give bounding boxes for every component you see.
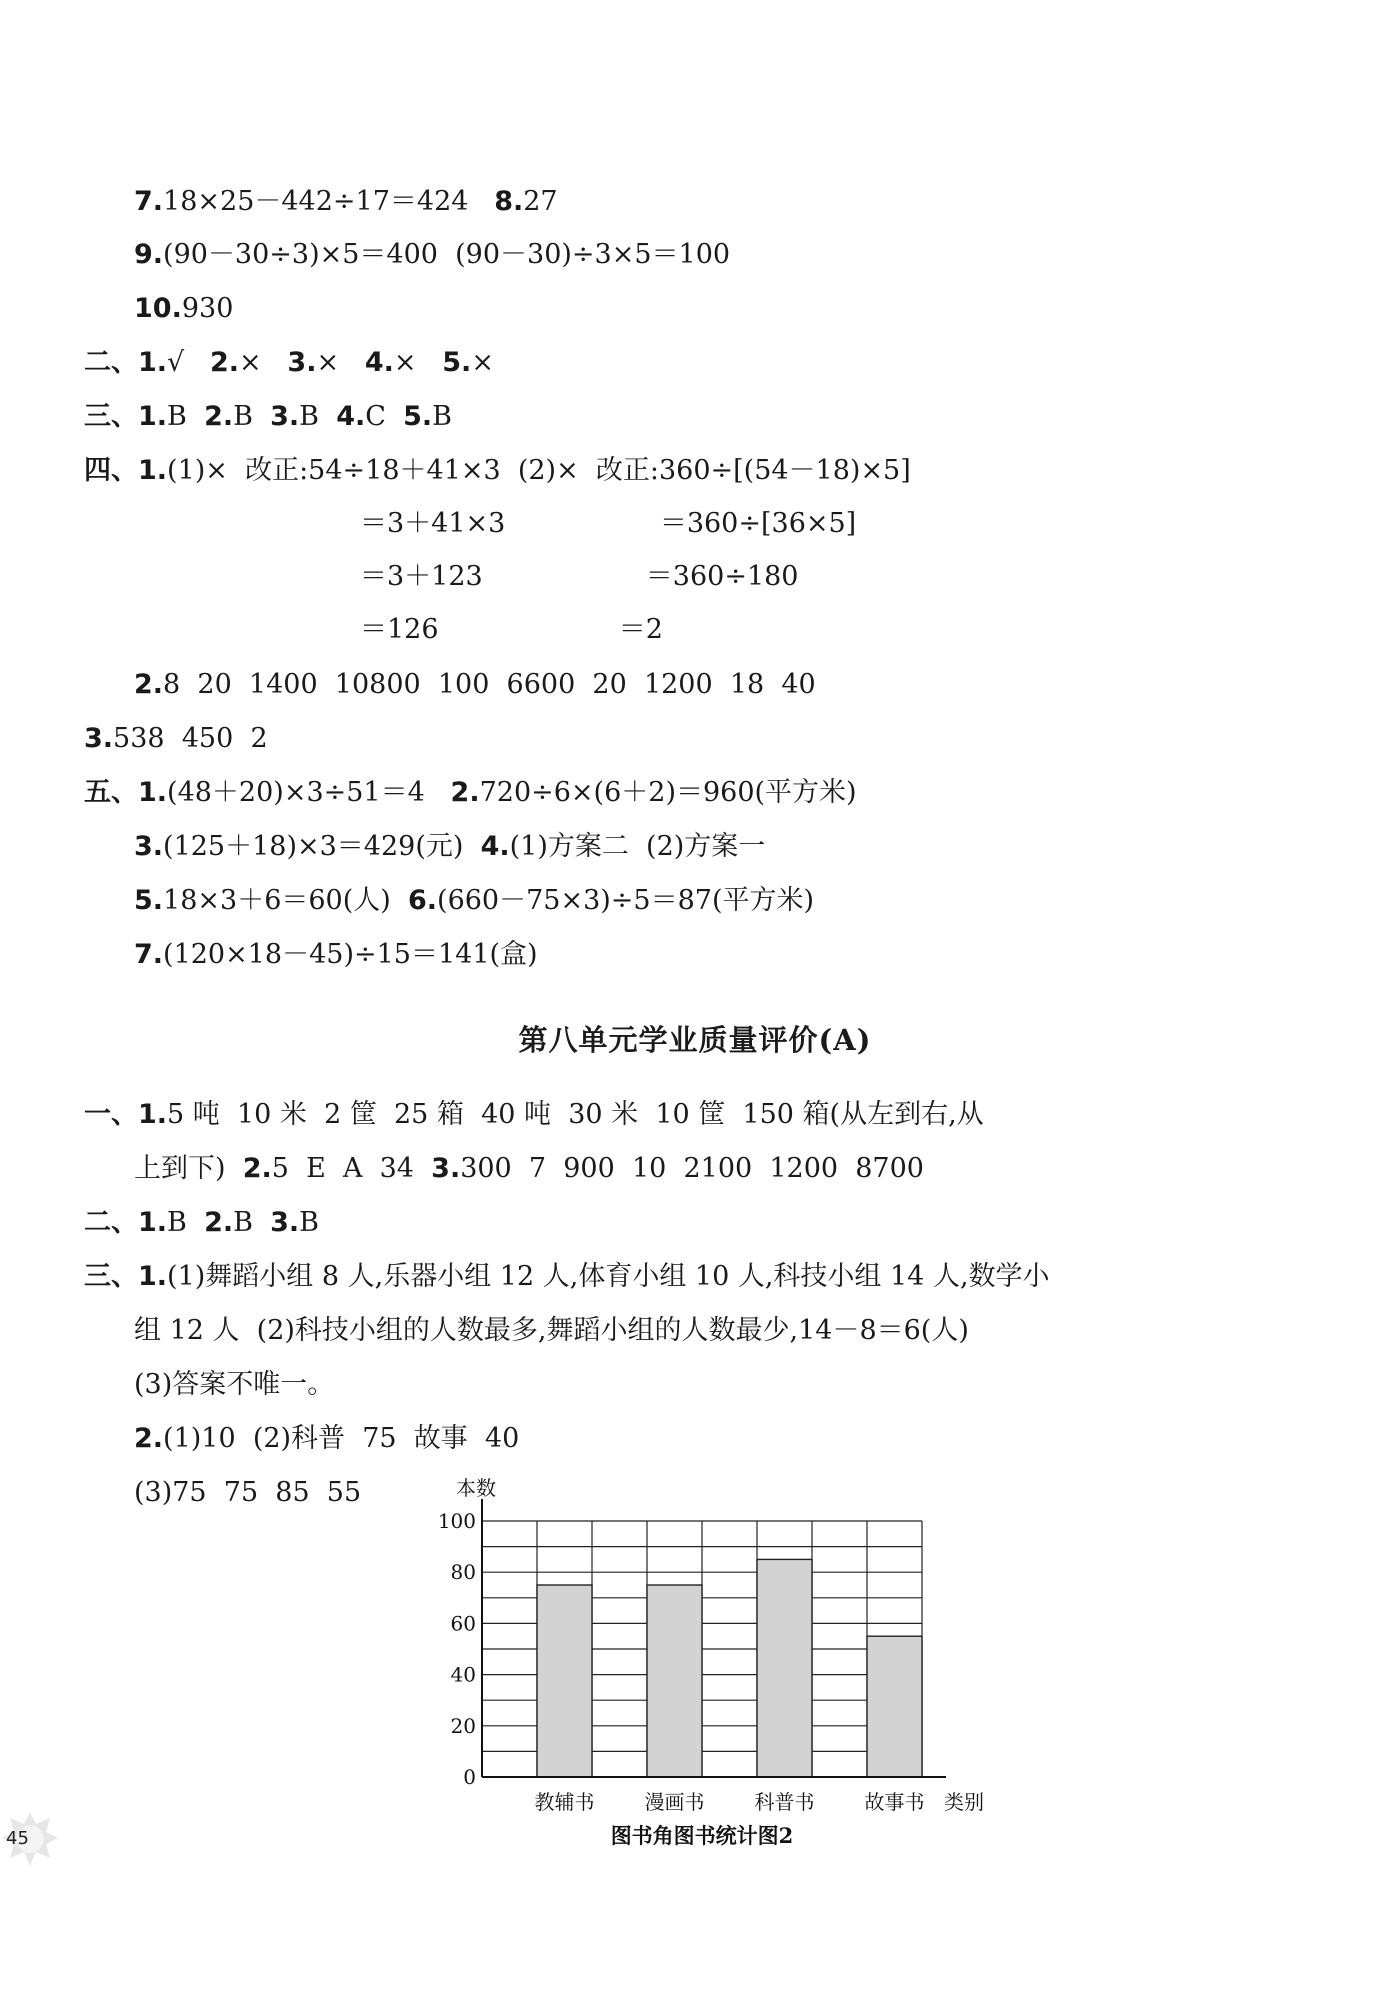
answer-line: 二、1.√ 2.× 3.× 4.× 5.× [84,347,494,378]
answer-line: 10.930 [134,293,234,324]
x-axis-label: 类别 [944,1790,984,1814]
answer-line: 三、1.(1)舞蹈小组 8 人,乐器小组 12 人,体育小组 10 人,科技小组 14 人,数学小 [84,1261,1050,1292]
answer-line: 3.(125＋18)×3＝429(元) 4.(1)方案二 (2)方案一 [134,831,766,862]
y-tick-label: 0 [463,1765,476,1789]
answer-line: 5.18×3＋6＝60(人) 6.(660－75×3)÷5＝87(平方米) [134,885,815,916]
answer-line: ＝3＋41×3 ＝360÷[36×5] [360,508,857,539]
x-tick-label: 故事书 [864,1790,925,1814]
bar [867,1636,922,1777]
y-tick-label: 40 [450,1662,476,1687]
y-tick-label: 100 [437,1509,476,1533]
section-title: 第八单元学业质量评价(A) [518,1023,872,1057]
y-tick-label: 60 [450,1611,476,1636]
answer-line: 三、1.B 2.B 3.B 4.C 5.B [84,401,452,432]
page-number-badge [0,1810,60,1870]
answer-line: 7.18×25－442÷17＝424 8.27 [134,186,558,217]
x-tick-label: 漫画书 [644,1790,705,1814]
bar [537,1585,592,1777]
answer-line: 9.(90－30÷3)×5＝400 (90－30)÷3×5＝100 [134,239,731,270]
y-tick-label: 80 [450,1560,476,1585]
chart-title: 图书角图书统计图2 [610,1823,794,1848]
answer-line: ＝3＋123 ＝360÷180 [360,561,799,592]
answer-line: 四、1.(1)× 改正:54÷18＋41×3 (2)× 改正:360÷[(54－18)×5] [84,455,911,486]
answer-line: 组 12 人 (2)科技小组的人数最多,舞蹈小组的人数最少,14－8＝6(人) [134,1315,969,1346]
answer-line: 2.8 20 1400 10800 100 6600 20 1200 18 40 [134,669,816,700]
answer-line: 二、1.B 2.B 3.B [84,1207,320,1238]
page-number: 45 [6,1828,29,1849]
x-tick-label: 教辅书 [534,1790,595,1814]
x-tick-label: 科普书 [754,1790,815,1814]
bar [647,1585,702,1777]
y-axis-label: 本数 [456,1476,496,1500]
answer-line: 7.(120×18－45)÷15＝141(盒) [134,939,538,970]
answer-line: 一、1.5 吨 10 米 2 筐 25 箱 40 吨 30 米 10 筐 150 箱(从左到右,从 [84,1099,984,1130]
answer-line: (3)答案不唯一。 [134,1369,335,1400]
answer-line: 上到下) 2.5 E A 34 3.300 7 900 10 2100 1200 8700 [134,1153,924,1184]
answer-line: (3)75 75 85 55 [134,1477,362,1508]
y-tick-label: 20 [450,1713,476,1738]
bar [757,1559,812,1777]
bar-chart [430,1470,1030,1850]
answer-line: 3.538 450 2 [84,723,268,754]
answer-line: 2.(1)10 (2)科普 75 故事 40 [134,1423,520,1454]
answer-line: 五、1.(48＋20)×3÷51＝4 2.720÷6×(6＋2)＝960(平方米) [84,777,857,808]
answer-line: ＝126 ＝2 [360,614,663,645]
